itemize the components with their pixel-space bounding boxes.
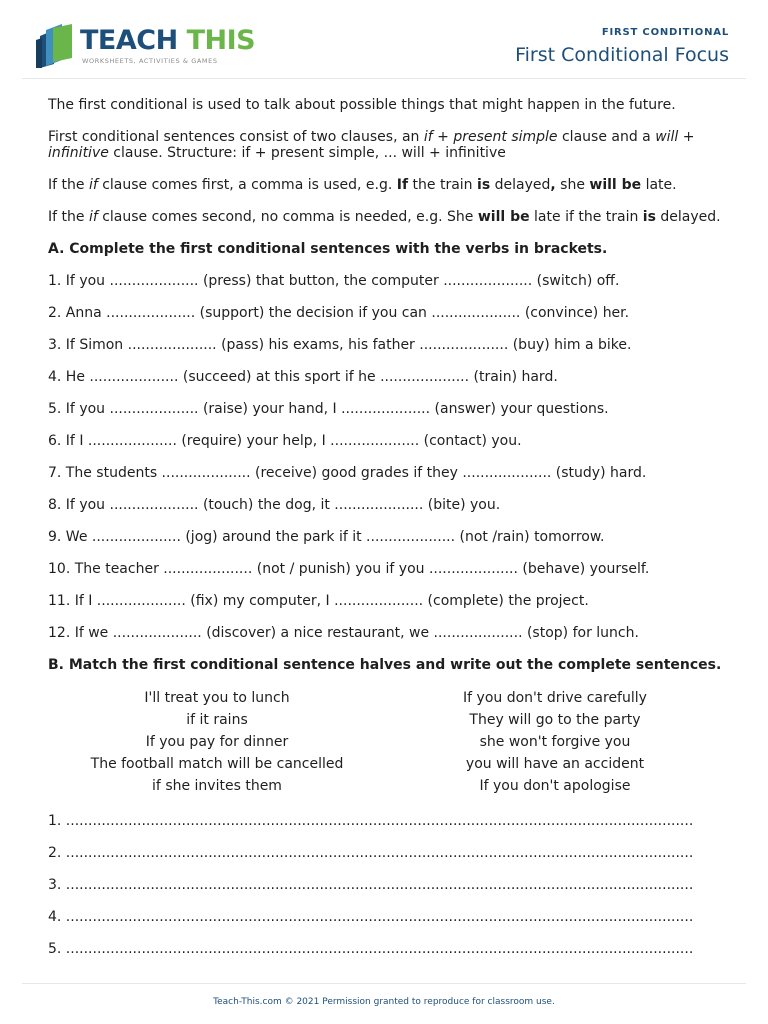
sentence-half: I'll treat you to lunch [144, 690, 290, 706]
sentence-half: If you pay for dinner [145, 734, 289, 750]
exercise-item[interactable]: 8. If you .................... (touch) the dog, it .................... (bite) you. [48, 497, 501, 513]
answer-line[interactable]: 1. ............................................................................................................................................. [48, 813, 694, 829]
exercise-item[interactable]: 9. We .................... (jog) around the park if it .................... (not /rain) tomorrow. [48, 529, 605, 545]
intro-paragraph-2: First conditional sentences consist of two clauses, an if + present simple clause and a will + infinitive clause. Structure: if + present simple, ... will + infinitive [48, 129, 695, 161]
answer-line[interactable]: 3. ............................................................................................................................................. [48, 877, 694, 893]
answer-line[interactable]: 5. ............................................................................................................................................. [48, 941, 694, 957]
worksheet-title: First Conditional Focus [515, 44, 729, 66]
intro-paragraph-3: If the if clause comes first, a comma is used, e.g. If the train is delayed, she will be late. [48, 177, 677, 193]
right-halves-column [386, 687, 724, 797]
sentence-half: They will go to the party [469, 712, 641, 728]
sentence-halves [48, 687, 724, 797]
exercise-item[interactable]: 5. If you .................... (raise) your hand, I .................... (answer) your questions. [48, 401, 609, 417]
intro-paragraph-4: If the if clause comes second, no comma is needed, e.g. She will be late if the train is delayed. [48, 209, 721, 225]
exercise-item[interactable]: 2. Anna .................... (support) the decision if you can .................... (convince) her. [48, 305, 630, 321]
exercise-item[interactable]: 6. If I .................... (require) your help, I .................... (contact) you. [48, 433, 522, 449]
exercise-item[interactable]: 3. If Simon .................... (pass) his exams, his father .................... (buy) him a bike. [48, 337, 632, 353]
section-b-heading: B. Match the first conditional sentence halves and write out the complete sentences. [48, 657, 722, 673]
sentence-half: if it rains [186, 712, 248, 728]
book-logo-icon [36, 24, 76, 68]
page-footer [22, 983, 746, 1007]
teach-this-logo[interactable] [36, 22, 256, 70]
exercise-item[interactable]: 4. He .................... (succeed) at this sport if he .................... (train) hard. [48, 369, 558, 385]
sentence-half: If you don't drive carefully [463, 690, 647, 706]
answer-line[interactable]: 4. ............................................................................................................................................. [48, 909, 694, 925]
section-a-heading: A. Complete the first conditional sentences with the verbs in brackets. [48, 241, 608, 257]
exercise-item[interactable]: 1. If you .................... (press) that button, the computer .................... (switch) off. [48, 273, 620, 289]
left-halves-column [48, 687, 386, 797]
exercise-item[interactable]: 11. If I .................... (fix) my computer, I .................... (complete) the project. [48, 593, 589, 609]
page-header [22, 0, 746, 79]
sentence-half: she won't forgive you [479, 734, 631, 750]
sentence-half: you will have an accident [465, 756, 645, 772]
sentence-half: If you don't apologise [479, 778, 631, 794]
answer-line[interactable]: 2. ............................................................................................................................................. [48, 845, 694, 861]
intro-paragraph-1: The first conditional is used to talk about possible things that might happen in the future. [48, 97, 676, 113]
exercise-item[interactable]: 10. The teacher .................... (not / punish) you if you .................... (behave) yourself. [48, 561, 650, 577]
worksheet-kicker: FIRST CONDITIONAL [601, 27, 729, 38]
logo-tagline: WORKSHEETS, ACTIVITIES & GAMES [82, 57, 218, 65]
logo-wordmark: TEACH THIS [80, 25, 256, 56]
sentence-half: The football match will be cancelled [90, 756, 344, 772]
worksheet-content [48, 97, 724, 973]
exercise-item[interactable]: 7. The students .................... (receive) good grades if they .................... (study) hard. [48, 465, 647, 481]
exercise-item[interactable]: 12. If we .................... (discover) a nice restaurant, we .................... (stop) for lunch. [48, 625, 639, 641]
sentence-half: if she invites them [152, 778, 282, 794]
copyright-notice: Teach-This.com © 2021 Permission granted to reproduce for classroom use. [213, 997, 555, 1007]
